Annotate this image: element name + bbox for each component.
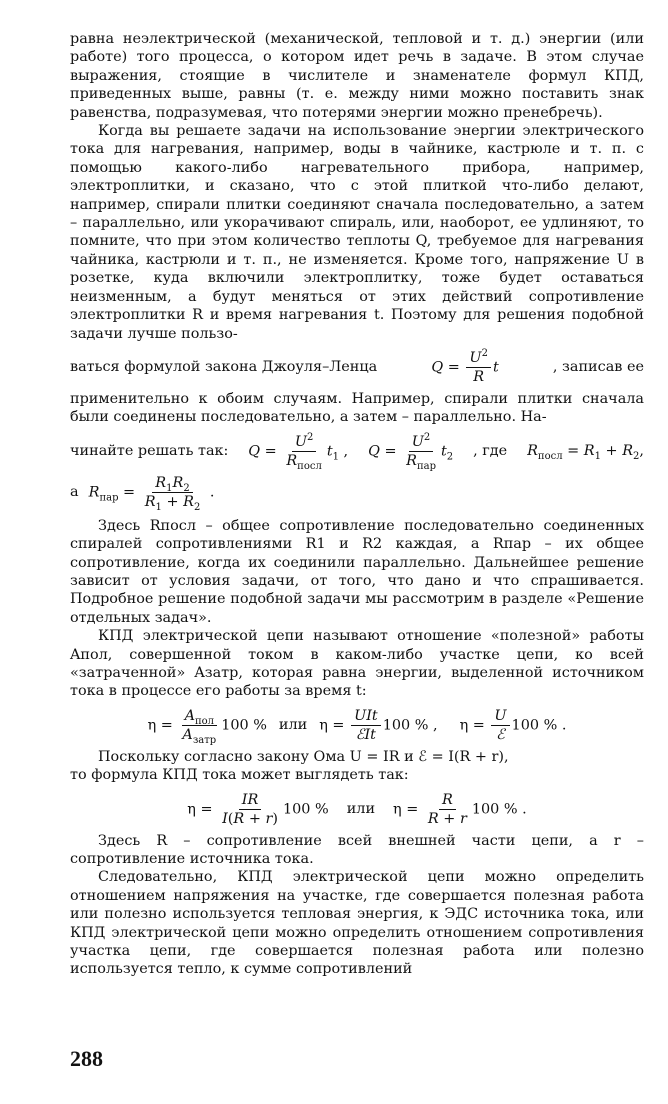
paragraph-6: Здесь R – сопротивление всей внешней части цепи, а r – сопротивление источника тока. xyxy=(70,832,644,867)
paragraph-3: Здесь Rпосл – общее сопротивление последовательно соединенных спиралей сопротивлениями R1 и R2 каждая, а Rпар – их общее сопротивление, когда их соединили параллельно. Дальнейшее решение зависит от условия задачи, от того, что дано и что спрашивается. Подробное решение подобной задачи мы рассмотрим в разделе «Решение отдельных задач». xyxy=(70,517,644,626)
joule-lenz-text: ваться формулой закона Джоуля–Ленца xyxy=(70,359,378,376)
efficiency-formulas xyxy=(70,707,644,744)
paragraph-5b: то формула КПД тока может выглядеть так: xyxy=(70,767,409,784)
joule-lenz-formula-render: Q = $\frac{U^2}{R}$ t xyxy=(431,348,499,385)
joule-lenz-tail: , записав ее xyxy=(552,359,644,376)
joule-lenz-line xyxy=(70,349,644,386)
paragraph-1: равна неэлектрической (механической, тепловой и т. д.) энергии (или работе) того процесса, о котором идет речь в задаче. В этом случае выражения, стоящие в числителе и знаменателе формул КПД, приведенных выше, равны (т. е. между ними можно поставить знак равенства, подразумевая, что потерями энергии можно пренебречь). xyxy=(70,31,644,121)
or-word-2: или xyxy=(346,800,376,817)
paragraph-2-continued: применительно к обоим случаям. Например, спирали плитки сначала были соединены последовательно, а затем – параллельно. На- xyxy=(70,390,644,426)
q2-formula: Q = $\frac{U^2}{R_{пар}}$ $t_2$ xyxy=(368,431,454,472)
where-word: , где xyxy=(473,443,508,460)
start-lead: чинайте решать так: xyxy=(70,443,229,460)
eta-formula-5: η = $\frac{R}{R + r}$ 100 % . xyxy=(393,791,527,827)
q1-formula: Q = $\frac{U^2}{R_{посл}}$ $t_1$ , xyxy=(248,431,349,472)
eta-formula-1: η = $\frac{A_{пол}}{A_{затр}}$ 100 % xyxy=(147,707,267,746)
q-formulas-line xyxy=(70,433,644,470)
r-parallel-formula: $R_{пар}$ = $\frac{R_1R_2}{R_1 + R_2}$ . xyxy=(88,474,215,513)
paragraph-7: Следовательно, КПД электрической цепи можно определить отношением напряжения на участке, где совершается полезная работа или полезно используется тепловая энергия, к ЭДС источника тока, или КПД электрической цепи можно определить отношением сопротивления участка цепи, где совершается полезная работа или полезно используется тепло, к сумме сопротивлений xyxy=(70,869,644,978)
r-series-formula: $R_{посл} = R_1 + R_2$, xyxy=(527,443,644,462)
and-word: а xyxy=(70,484,79,501)
r-parallel-line xyxy=(70,474,644,511)
efficiency-formulas-ohm xyxy=(70,791,644,828)
page-number: 288 xyxy=(70,1046,103,1071)
eta-formula-2: η = $\frac{\text{UIt}}{\text{ℰIt}}$ 100 % , xyxy=(319,707,438,743)
eta-formula-3: η = $\frac{U}{\text{ℰ}}$ 100 % . xyxy=(459,707,567,743)
paragraph-2: Когда вы решаете задачи на использование энергии электрического тока для нагревания, например, воды в чайнике, кастрюле и т. п. с помощью какого-либо нагревательного прибора, например, электроплитки, и сказано, что с этой плиткой что-либо делают, например, спирали плитки соединяют сначала последовательно, а затем – параллельно, или укорачивают спираль, или, наоборот, ее удлиняют, то помните, что при этом количество теплоты Q, требуемое для нагревания чайника, кастрюли и т. п., не изменяется. Кроме того, напряжение U в розетке, куда включили электроплитку, тоже будет оставаться неизменным, а будут меняться от этих действий сопротивление электроплитки R и время нагревания t. Поэтому для решения подобной задачи лучше пользо- xyxy=(70,123,644,342)
paragraph-4: КПД электрической цепи называют отношение «полезной» работы Aпол, совершенной током в каком-либо участке цепи, ко всей «затраченной» Aзатр, которая равна энергии, выделенной источником тока в процессе его работы за время t: xyxy=(70,628,644,700)
or-word-1: или xyxy=(278,717,308,734)
paragraph-5: Поскольку согласно закону Ома U = IR и ℰ = I(R + r), xyxy=(98,748,509,765)
eta-formula-4: η = $\frac{IR}{I(R + r)}$ 100 % xyxy=(187,791,329,827)
